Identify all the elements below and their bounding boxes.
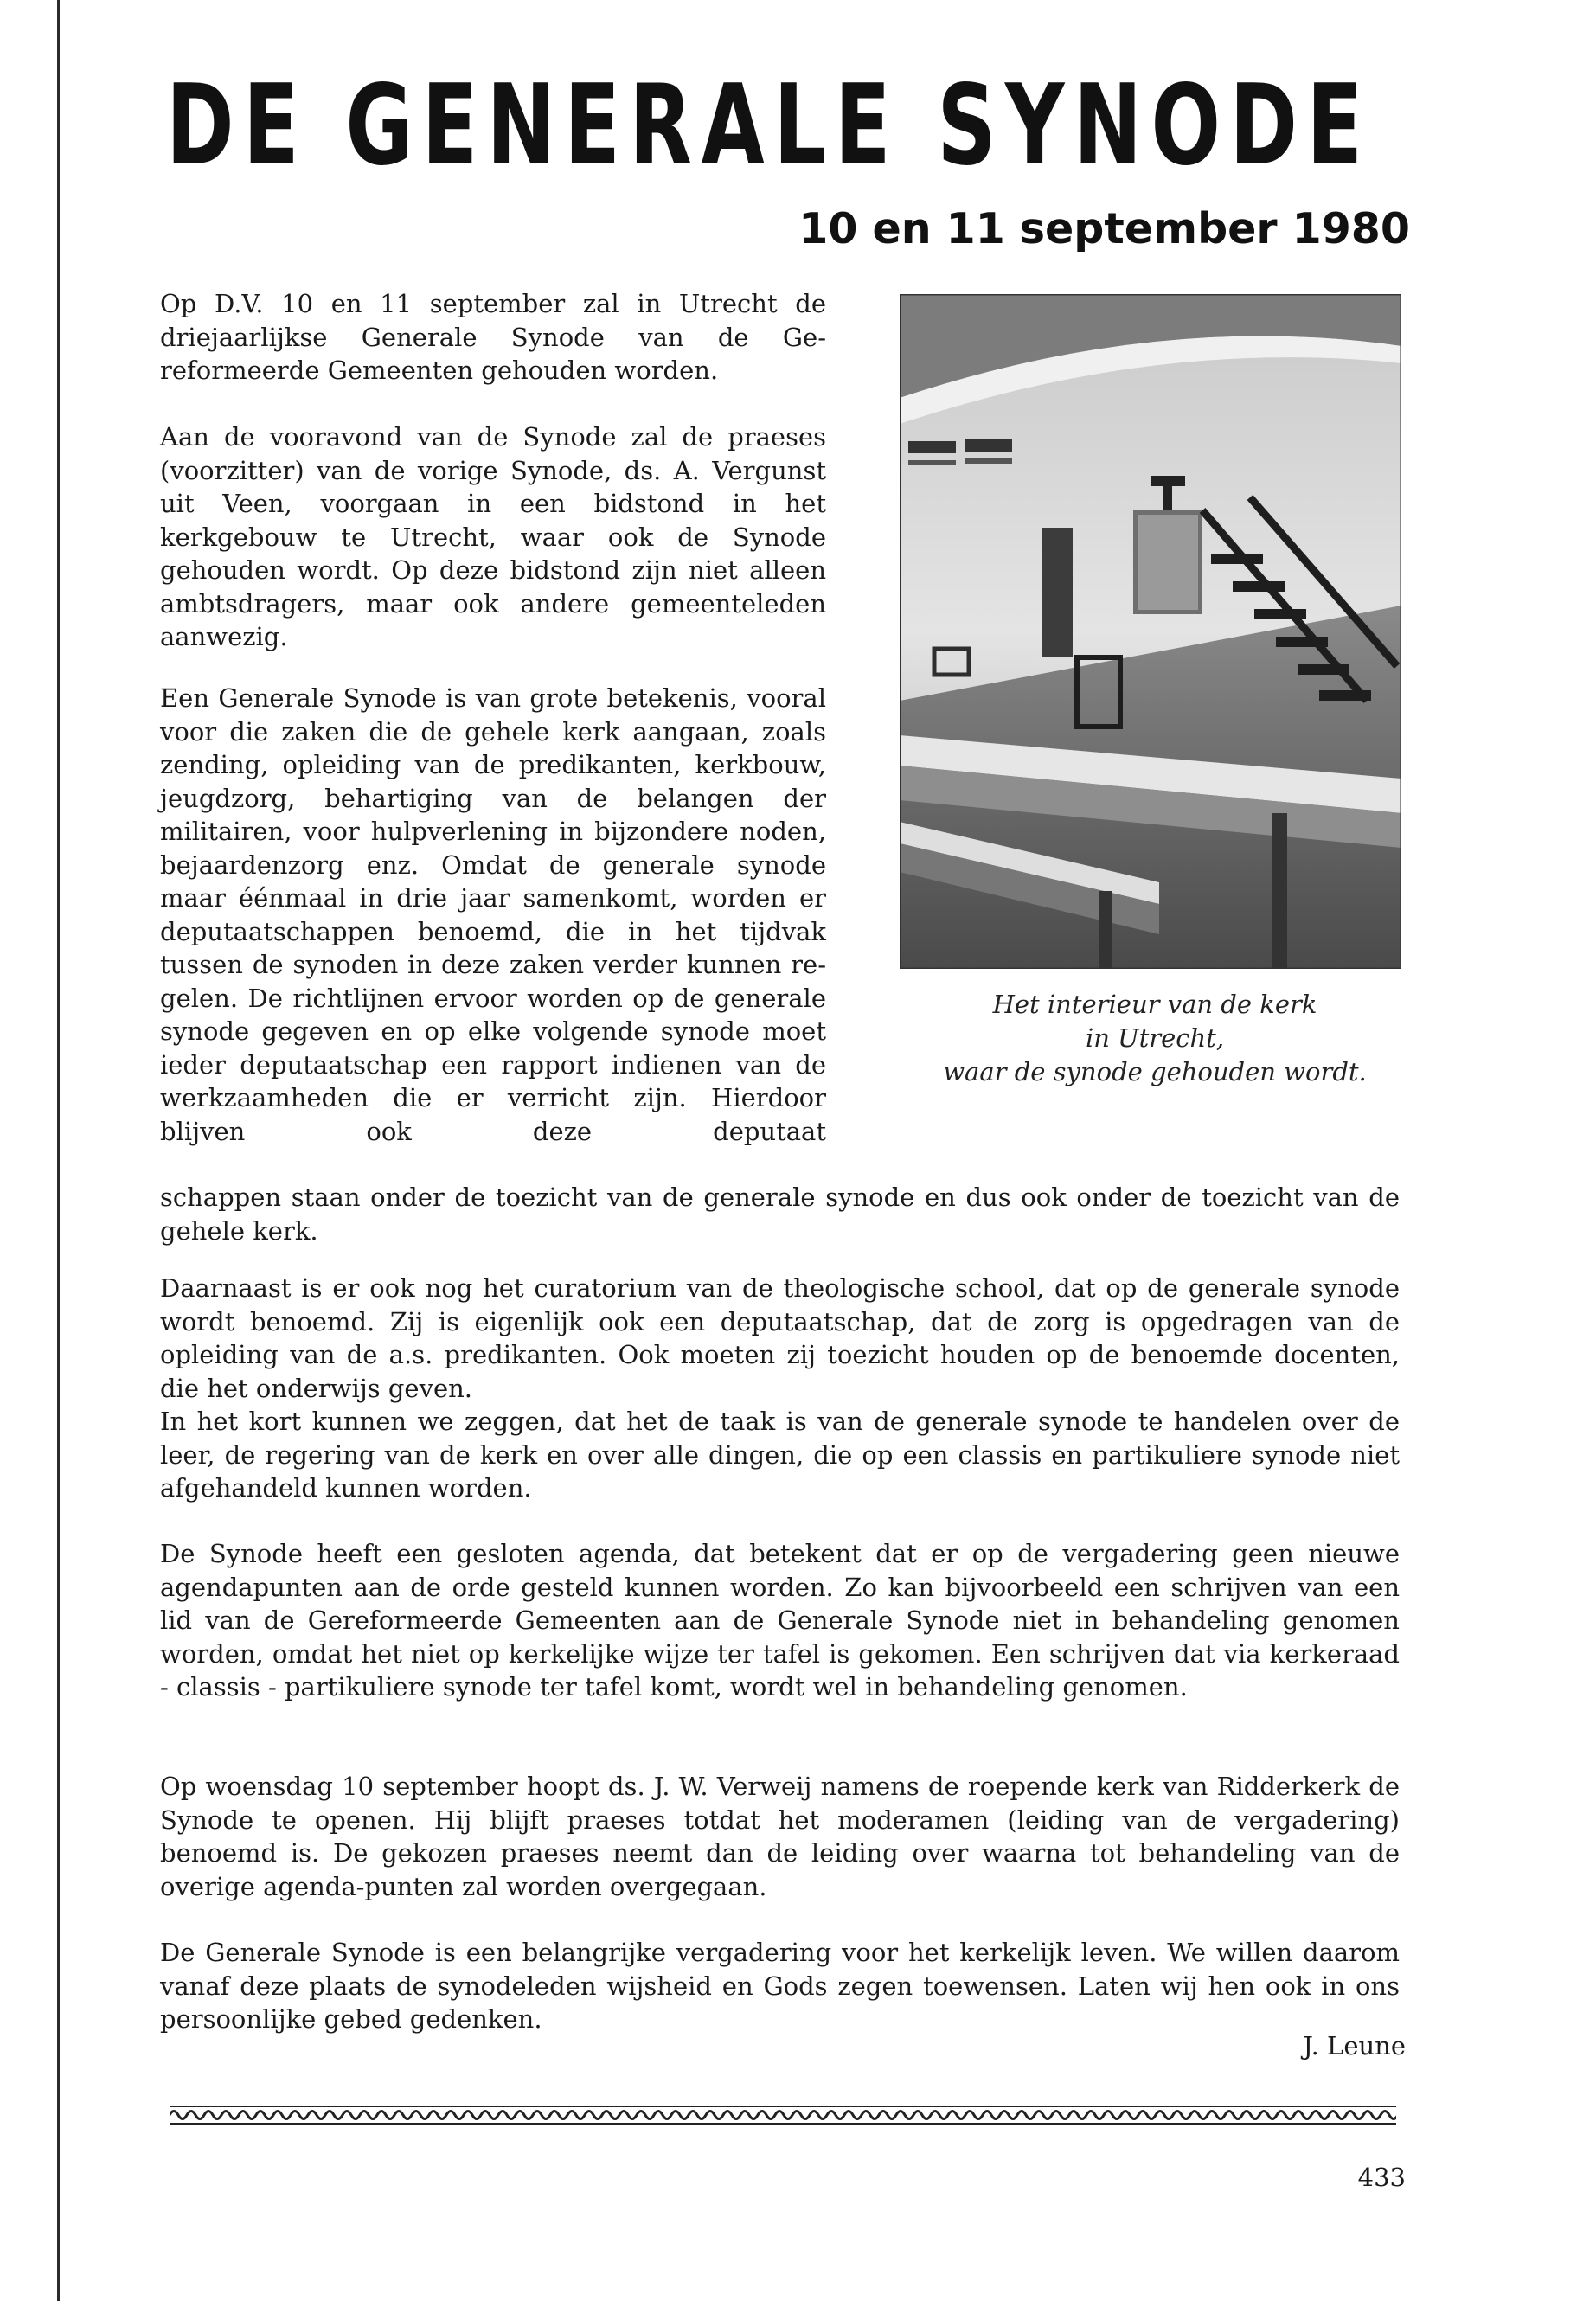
article-date-line: 10 en 11 september 1980 bbox=[798, 204, 1410, 253]
paragraph-betekenis: Een Generale Synode is van grote betekenis, vooral voor die zaken die de gehele kerk aangaan, zoals zending, opleiding van de predikanten, kerkbouw, jeugdzorg, behartiging van de belangen der militairen, voor hulpverlening in bijzondere noden, bejaardenzorg enz. Omdat de generale synode maar éénmaal in drie jaar samenkomt, worden er deputaatschappen benoemd, die in het tijdvak tussen de synoden in deze zaken verder kunnen regelen. De richtlijnen ervoor worden op de generale synode gegeven en op elke volgende synode moet ieder deputaatschap een rapport indienen van de werkzaamheden die er verricht zijn. Hierdoor blijven ook deze deputaat bbox=[160, 683, 826, 1146]
paragraph-bidstond: Aan de vooravond van de Synode zal de praeses (voorzitter) van de vorige Synode, ds. A. Vergunst uit Veen, voorgaan in een bidstond in het kerkgebouw te Utrecht, waar ook de Synode gehouden wordt. Op deze bidstond zijn niet alleen ambtsdragers, maar ook andere gemeenteleden aanwezig. bbox=[160, 422, 826, 651]
page-margin-rule bbox=[57, 0, 60, 2301]
caption-line: waar de synode gehouden wordt. bbox=[943, 1057, 1367, 1086]
paragraph-curatorium: Daarnaast is er ook nog het curatorium van de theologische school, dat op de generale synode wordt benoemd. Zij is eigenlijk ook een deputaatschap, dat de zorg is opgedragen van de opleiding van de a.s. predikanten. Ook moeten zij toezicht houden op de benoemde docenten, die het onderwijs geven. bbox=[160, 1273, 1400, 1403]
paragraph-intro: Op D.V. 10 en 11 september zal in Utrecht de driejaarlijkse Generale Synode van de Gereformeerde Gemeenten gehouden worden. bbox=[160, 289, 826, 385]
church-interior-photo bbox=[900, 294, 1401, 969]
decorative-border-divider bbox=[170, 2104, 1396, 2126]
article-title: DE GENERALE SYNODE bbox=[166, 61, 1372, 190]
paragraph-closing: De Generale Synode is een belangrijke vergadering voor het kerkelijk leven. We willen daarom vanaf deze plaats de synodeleden wijsheid en Gods zegen toewensen. Laten wij hen ook in ons persoonlijke gebed gedenken. bbox=[160, 1938, 1400, 2034]
paragraph-taak: In het kort kunnen we zeggen, dat het de taak is van de generale synode te handelen over de leer, de regering van de kerk en over alle dingen, die op een classis en partikuliere synode niet afgehandeld kunnen worden. bbox=[160, 1407, 1400, 1503]
page-number: 433 bbox=[1357, 2163, 1406, 2192]
caption-line: Het interieur van de kerk bbox=[992, 990, 1317, 1019]
paragraph-opening: Op woensdag 10 september hoopt ds. J. W. Verweij namens de roepende kerk van Ridderkerk de Synode te openen. Hij blijft praeses totdat het moderamen (leiding van de vergadering) benoemd is. De gekozen praeses neemt dan de leiding over waarna tot behandeling van de overige agenda-punten zal worden overgegaan. bbox=[160, 1772, 1400, 1901]
paragraph-agenda: De Synode heeft een gesloten agenda, dat betekent dat er op de vergadering geen nieuwe agendapunten aan de orde gesteld kunnen worden. Zo kan bijvoorbeeld een schrijven van een lid van de Gereformeerde Gemeenten aan de Generale Synode niet in behandeling genomen worden, omdat het niet op kerkelijke wijze ter tafel is gekomen. Een schrijven dat via kerkeraad - classis - partikuliere synode ter tafel komt, wordt wel in behandeling genomen. bbox=[160, 1539, 1400, 1702]
photo-caption bbox=[856, 988, 1453, 1089]
caption-line: in Utrecht, bbox=[1085, 1023, 1225, 1053]
author-signature: J. Leune bbox=[1303, 2031, 1406, 2061]
paragraph-betekenis-continued: schappen staan onder de toezicht van de generale synode en dus ook onder de toezicht van de gehele kerk. bbox=[160, 1183, 1400, 1246]
